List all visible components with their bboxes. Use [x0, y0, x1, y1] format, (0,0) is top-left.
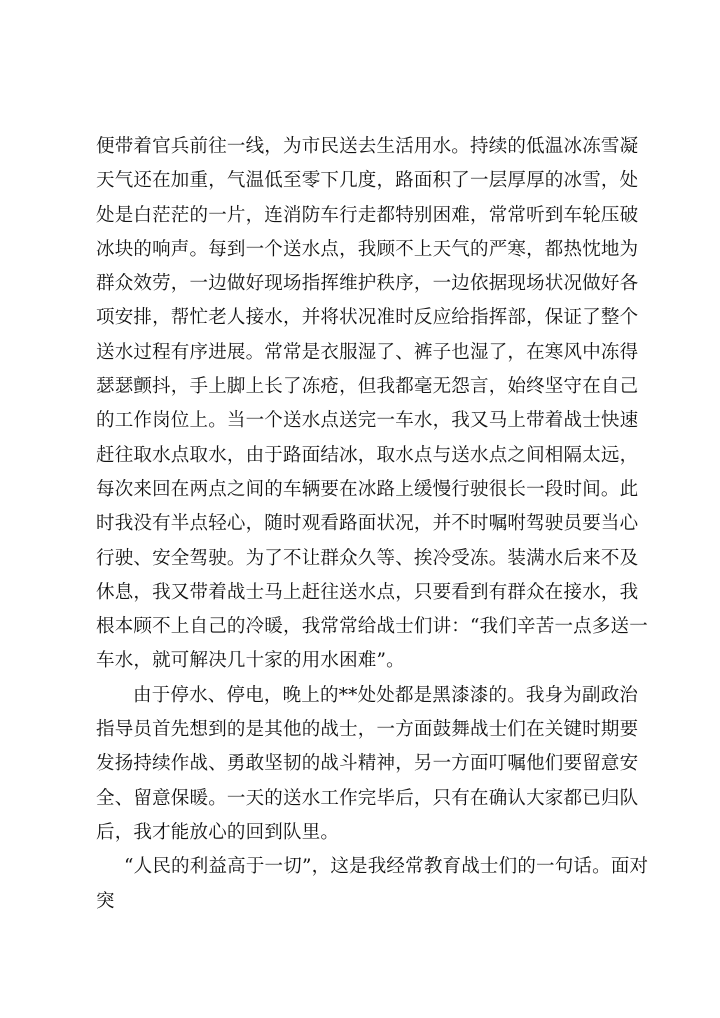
paragraph-3: “人民的利益高于一切”，这是我经常教育战士们的一句话。面对突 [96, 856, 649, 912]
paragraph-2: 由于停水、停电，晚上的**处处都是黑漆漆的。我身为副政治指导员首先想到的是其他的战士，一方面鼓舞战士们在关键时期要发扬持续作战、勇敢坚韧的战斗精神，另一方面叮嘱他们要留意安全、留意保暖。一天的送水工作完毕后，只有在确认大家都已归队后，我才能放心的回到队里。 [96, 684, 639, 843]
paragraph-1: 便带着官兵前往一线，为市民送去生活用水。持续的低温冰冻雪凝天气还在加重，气温低至零下几度，路面积了一层厚厚的冰雪，处处是白茫茫的一片，连消防车行走都特别困难，常常听到车轮压破冰块的响声。每到一个送水点，我顾不上天气的严寒，都热忱地为群众效劳，一边做好现场指挥维护秩序，一边依据现场状况做好各项安排，帮忙老人接水，并将状况准时反应给指挥部，保证了整个送水过程有序进展。常常是衣服湿了、裤子也湿了，在寒风中冻得瑟瑟颤抖，手上脚上长了冻疮，但我都毫无怨言，始终坚守在自己的工作岗位上。当一个送水点送完一车水，我又马上带着战士快速赶往取水点取水，由于路面结冰，取水点与送水点之间相隔太远，每次来回在两点之间的车辆要在冰路上缓慢行驶很长一段时间。此时我没有半点轻心，随时观看路面状况，并不时嘱咐驾驶员要当心行驶、安全驾驶。为了不让群众久等、挨冷受冻。装满水后来不及休息，我又带着战士马上赶往送水点，只要看到有群众在接水，我根本顾不上自己的冷暖，我常常给战士们讲：“我们辛苦一点多送一车水，就可解决几十家的用水困难”。 [96, 136, 648, 672]
body-text [96, 130, 656, 919]
